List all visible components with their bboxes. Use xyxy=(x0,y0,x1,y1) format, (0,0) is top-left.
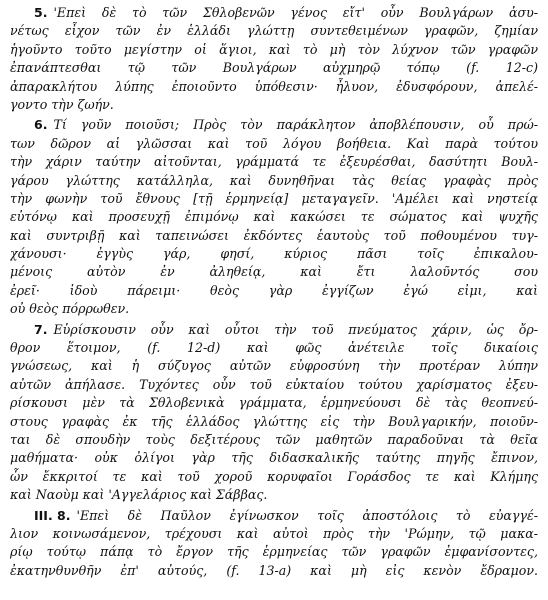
line-text: αὐτῶν ἀπήλασε. Τυχόντες οὖν τοῦ εὐκταίου τούτου χαρίσματος ἐξευ- xyxy=(10,376,538,392)
line-text: 'Επεὶ δὲ τὸ τῶν Σθλοβενῶν γένος εἴτ' οὖν Βουλγάρων ἀσυ- xyxy=(53,5,538,20)
text-line xyxy=(10,41,538,59)
text-line xyxy=(10,96,538,114)
line-text: λιον κοινωσάμενον, τρέχουσι καὶ αὐτοὶ πρὸς τὴν 'Ρώμην, τῷ μακα- xyxy=(10,525,538,541)
line-text: γνώσεως, καὶ ἡ σύζυγος αὐτῶν εὐφροσύνη τὴν προτέραν λύπην xyxy=(10,358,538,374)
line-text: γάρου γλώττης κατάλληλα, καὶ δυνηθῆναι τὰς θείας γραφὰς πρὸς xyxy=(10,172,538,188)
text-line xyxy=(10,357,538,375)
line-text: ὧν ἔκκριτοί τε καὶ τοῦ χοροῦ κορυφαῖοι Γοράσδος τε καὶ Κλήμης xyxy=(10,468,538,484)
text-line xyxy=(10,116,538,134)
paragraph-iii-8 xyxy=(10,507,538,581)
text-line xyxy=(10,4,538,22)
line-text: στους γραφὰς ἐκ τῆς ἑλλάδος γλώττης εἰς τὴν Βουλγαρικήν, ποιοῦν- xyxy=(10,413,538,429)
line-text: καὶ Ναοὺμ καὶ 'Αγγελάριος καὶ Σάββας. xyxy=(10,487,268,503)
line-text: ται δὲ σπουδὴν τοὺς δεξιτέρους τῶν μαθητῶν παραδοῦναι τὰ θεῖα xyxy=(10,431,538,447)
text-line xyxy=(10,413,538,431)
line-text: 'Επεὶ δὲ Παῦλον ἐγίνωσκον τοῖς ἀποστόλοις τὸ εὐαγγέ- xyxy=(76,507,538,523)
paragraph-5 xyxy=(10,4,538,114)
text-line xyxy=(10,321,538,339)
paragraph-number: 5. xyxy=(34,5,48,20)
line-text: των δῶρον αἱ γλῶσσαι καὶ τοῦ λόγου βοήθεια. Καὶ παρὰ τούτου xyxy=(10,135,538,151)
line-text: ἐρεῖ· ἰδοὺ πάρειμι· θεὸς γὰρ ἐγγίζων ἐγώ εἰμι, καὶ xyxy=(10,282,538,298)
text-line xyxy=(10,339,538,357)
paragraph-number: 7. xyxy=(34,321,48,337)
text-line xyxy=(10,486,538,504)
paragraph-7 xyxy=(10,321,538,505)
text-line xyxy=(10,227,538,245)
line-text: χάνουσι· ἐγγὺς γάρ, φησί, κύριος πᾶσι τοῖς ἐπικαλου- xyxy=(10,246,538,262)
line-text: ἐπανάπτεσθαι τῷ τῶν Βουλγάρων αὐχμηρῷ τόπῳ (f. 12-c) xyxy=(10,60,538,76)
text-line xyxy=(10,468,538,486)
line-text: μένοις αὐτὸν ἐν ἀληθείᾳ, καὶ ἔτι λαλοῦντός σου xyxy=(10,264,538,280)
line-text: Εὑρίσκουσιν οὖν καὶ οὗτοι τὴν τοῦ πνεύματος χάριν, ὡς ὄρ- xyxy=(53,321,538,337)
line-text: ρίσκουσι μὲν τὰ Σθλοβενικὰ γράμματα, ἑρμηνεύουσι δὲ τὰς θεοπνεύ- xyxy=(10,395,538,411)
line-text: καὶ συντριβῇ καὶ ταπεινώσει ἐκδόντες ἑαυτοὺς τοῦ ποθουμένου τυγ- xyxy=(10,227,538,243)
text-line xyxy=(10,245,538,263)
line-text: τὴν χάριν ταύτην αἰτοῦνται, γράμματά τε ἐξευρέσθαι, δασύτητι Βουλ- xyxy=(10,154,538,170)
text-line xyxy=(10,507,538,525)
text-line xyxy=(10,172,538,190)
text-line xyxy=(10,59,538,77)
line-text: θρον ἕτοιμον, (f. 12-d) καὶ φῶς ἀνέτειλε τοῖς δικαίοις xyxy=(10,340,538,356)
text-line xyxy=(10,449,538,467)
text-line xyxy=(10,135,538,153)
text-line xyxy=(10,153,538,171)
line-text: ἀπαρακλήτου λύπης ἐποιοῦντο ὑπόθεσιν· ἦλυον, ἐδυσφόρουν, ἀπελέ- xyxy=(10,78,538,94)
text-line xyxy=(10,300,538,318)
line-text: ἡγοῦντο τοῦτο μεγίστην οἱ ἅγιοι, καὶ τὸ μὴ τὸν λύχνον τῶν γραφῶν xyxy=(10,41,538,57)
line-text: εὐτόνῳ καὶ προσευχῇ ἐπιμόνῳ καὶ κακώσει τε σώματος καὶ ψυχῆς xyxy=(10,209,538,225)
line-text: ἐκατηνθυνθῆν ἐπ' αὐτούς, (f. 13-a) καὶ μὴ εἰς κενὸν ἔδραμον. xyxy=(10,562,538,578)
paragraph-6 xyxy=(10,116,538,318)
text-line xyxy=(10,376,538,394)
text-line xyxy=(10,562,538,580)
paragraph-number: III. 8. xyxy=(34,507,71,523)
text-line xyxy=(10,78,538,96)
text-line xyxy=(10,263,538,281)
text-line xyxy=(10,22,538,40)
text-line xyxy=(10,208,538,226)
line-text: οὐ θεὸς πόρρωθεν. xyxy=(10,301,130,317)
line-text: νέτως εἶχον τῶν ἐν ἑλλάδι γλώττῃ συντεθειμένων γραφῶν, ζημίαν xyxy=(10,23,538,39)
text-line xyxy=(10,282,538,300)
line-text: ρίῳ τούτῳ πάπᾳ τὸ ἔργον τῆς ἑρμηνείας τῶν γραφῶν ἐμφανίσοντες, xyxy=(10,544,538,560)
line-text: μαθήματα· οὐκ ὀλίγοι γὰρ τῆς διδασκαλικῆς ταύτης πηγῆς ἔπινον, xyxy=(10,450,538,466)
line-text: τὴν φωνὴν τοῦ ἔθνους [τῇ ἑρμηνείᾳ] μεταγαγεῖν. 'Αμέλει καὶ νηστείᾳ xyxy=(10,190,538,206)
line-text: Τί γοῦν ποιοῦσι; Πρὸς τὸν παράκλητον ἀποβλέπουσιν, οὗ πρώ- xyxy=(53,117,538,133)
text-line xyxy=(10,525,538,543)
text-line xyxy=(10,190,538,208)
paragraph-number: 6. xyxy=(34,117,48,133)
text-line xyxy=(10,394,538,412)
text-line xyxy=(10,543,538,561)
line-text: γοντο τὴν ζωήν. xyxy=(10,96,114,112)
text-line xyxy=(10,431,538,449)
